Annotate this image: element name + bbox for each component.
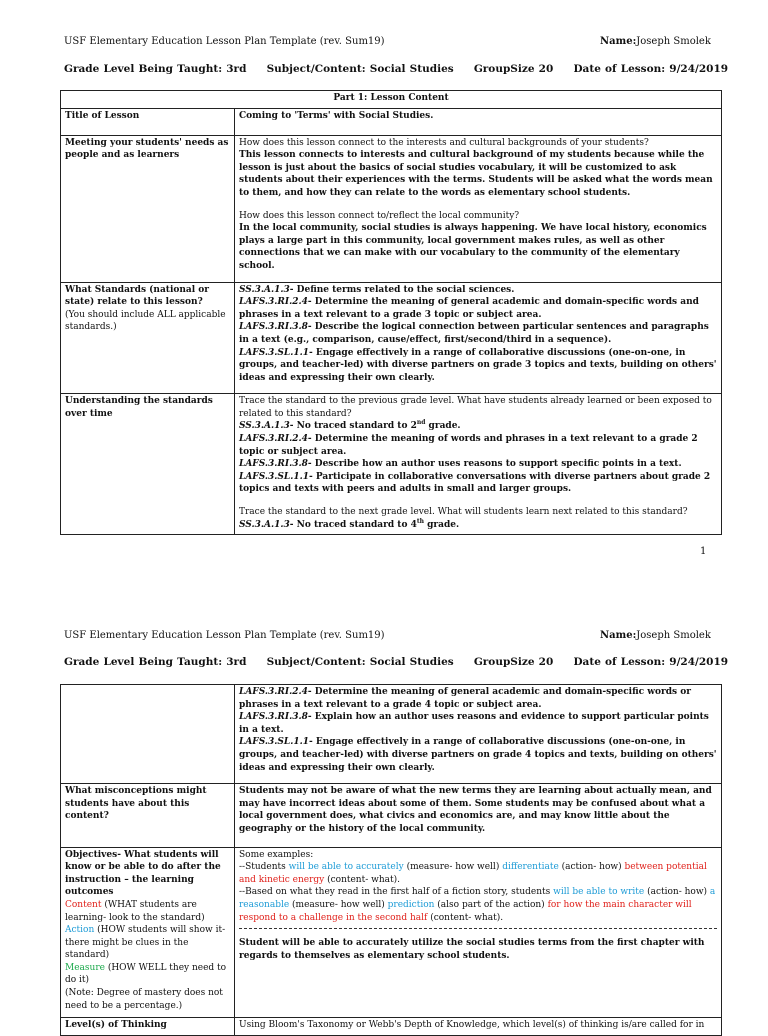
table-caption: Part 1: Lesson Content [61, 91, 722, 109]
lesson-content-table-continued [60, 684, 722, 1036]
name-label: Name: [600, 630, 637, 641]
grade-level: Grade Level Being Taught: 3rd [64, 63, 247, 75]
prev-standard: LAFS.3.SL.1.1- Participate in collaborative conversations with diverse partners about grade 2 topics and texts with peers and adults in small and larger groups. [239, 471, 711, 495]
row-label-levels: Level(s) of Thinking [61, 1018, 235, 1036]
levels-text: Using Bloom's Taxonomy or Webb's Depth of Knowledge, which level(s) of thinking is/are called for in [235, 1018, 722, 1036]
table-row [61, 282, 722, 394]
misconceptions-text: Students may not be aware of what the new terms they are learning about actually mean, and may have incorrect ideas about some of them. Some students may be confused about what a local government does, what civics and economics are, and may know little about the geography or the history of the local community. [235, 784, 722, 847]
row-label-standards [61, 282, 235, 394]
next-standard: LAFS.3.SL.1.1- Engage effectively in a range of collaborative discussions (one-on-one, in groups, and teacher-led) with diverse partners on grade 4 topics and texts, building on others' ideas and expressing their own clearly. [239, 737, 717, 773]
lesson-date: Date of Lesson: 9/24/2019 [573, 656, 729, 668]
divider [239, 928, 717, 929]
objective-content-item: Content (WHAT students are learning- look to the standard) [65, 899, 205, 923]
standard-code: LAFS.3.RI.3.8 [239, 322, 308, 333]
objective-note: (Note: Degree of mastery does not need to be a percentage.) [65, 988, 223, 1011]
example-2: --Based on what they read in the first half of a fiction story, students will be able to write (action- how) a reasonable (measure- how well) prediction (also part of the action) for how the main character will respond to a challenge in the second half (content- what). [239, 887, 716, 923]
name-value: Joseph Smolek [636, 630, 711, 641]
page-number: 1 [700, 546, 707, 557]
trace-prev-question: Trace the standard to the previous grade level. What have students already learned or been exposed to related to this standard? [239, 396, 712, 419]
standard-code: LAFS.3.RI.2.4 [239, 297, 308, 308]
objective-text: Student will be able to accurately utilize the social studies terms from the first chapter with regards to themselves as elementary school students. [239, 938, 705, 961]
row-label-needs: Meeting your students' needs as people and as learners [61, 135, 235, 282]
lesson-title: Coming to 'Terms' with Social Studies. [235, 108, 722, 135]
group-size: GroupSize 20 [473, 63, 554, 75]
row-label-objectives [61, 847, 235, 1018]
needs-question-1: How does this lesson connect to the interests and cultural backgrounds of your students? [239, 137, 649, 148]
table-caption-row [61, 91, 722, 109]
standard-item: LAFS.3.RI.3.8- Describe the logical connection between particular sentences and paragraphs in a text (e.g., comparison, cause/effect, first/second/third in a sequence). [239, 322, 709, 345]
template-title: USF Elementary Education Lesson Plan Template (rev. Sum19) [64, 630, 385, 641]
page-2 [0, 600, 768, 1031]
template-title: USF Elementary Education Lesson Plan Template (rev. Sum19) [64, 36, 385, 47]
subject-content: Subject/Content: Social Studies [266, 656, 454, 668]
trace-next-question: Trace the standard to the next grade level. What will students learn next related to this standard? [239, 507, 688, 518]
group-size: GroupSize 20 [473, 656, 554, 668]
lesson-date: Date of Lesson: 9/24/2019 [573, 63, 729, 75]
table-row [61, 135, 722, 282]
standard-item: LAFS.3.RI.2.4- Determine the meaning of general academic and domain-specific words and phrases in a text relevant to a grade 3 topic or subject area. [239, 297, 699, 320]
objective-measure-item: Measure (HOW WELL they need to do it) [65, 962, 227, 986]
prev-standard: SS.3.A.1.3- No traced standard to 2nd grade. [239, 419, 461, 432]
next-standards-cell [235, 685, 722, 784]
standard-item: LAFS.3.SL.1.1- Engage effectively in a range of collaborative discussions (one-on-one, in groups, and teacher-led) with diverse partners on grade 3 topics and texts, building on others' ideas and expressing their own clearly. [239, 347, 717, 383]
objective-action-item: Action (HOW students will show it- there might be clues in the standard) [65, 925, 226, 961]
name-label: Name: [600, 36, 637, 47]
row-label-understanding: Understanding the standards over time [61, 394, 235, 535]
standards-note: (You should include ALL applicable standards.) [65, 309, 226, 333]
row-label-title: Title of Lesson [61, 108, 235, 135]
prev-standard: LAFS.3.RI.3.8- Describe how an author uses reasons to support specific points in a text. [239, 459, 682, 470]
subject-content: Subject/Content: Social Studies [266, 63, 454, 75]
needs-question-2: How does this lesson connect to/reflect the local community? [239, 210, 520, 221]
understanding-cell [235, 394, 722, 535]
standards-cell [235, 282, 722, 394]
table-row [61, 784, 722, 847]
name-field [600, 630, 711, 641]
next-standard: LAFS.3.RI.3.8- Explain how an author uses reasons and evidence to support particular points in a text. [239, 712, 709, 735]
name-field [600, 36, 711, 47]
lesson-content-table [60, 90, 722, 535]
examples-intro: Some examples: [239, 849, 314, 860]
standard-code: LAFS.3.SL.1.1 [239, 347, 310, 358]
prev-standard: LAFS.3.RI.2.4- Determine the meaning of words and phrases in a text relevant to a grade 2 topic or subject area. [239, 434, 698, 457]
example-1: --Students will be able to accurately (measure- how well) differentiate (action- how) between potential and kinetic energy (content- what). [239, 862, 707, 885]
table-row [61, 847, 722, 1018]
objectives-label: Objectives- What students will know or be able to do after the instruction – the learning outcomes [65, 849, 221, 898]
lesson-info-bar [64, 63, 744, 75]
row-label-misconceptions: What misconceptions might students have about this content? [61, 784, 235, 847]
objectives-cell [235, 847, 722, 1018]
needs-cell [235, 135, 722, 282]
needs-answer-1: This lesson connects to interests and cultural background of my students because while the lesson is just about the basics of social studies vocabulary, it will be customized to ask students about their experiences with the terms. Students will be asked what the words mean to them, and how they can relate to the words as elementary school students. [239, 150, 713, 198]
lesson-info-bar [64, 656, 744, 668]
needs-answer-2: In the local community, social studies is always happening. We have local history, economics plays a large part in this community, local government makes rules, as well as other connections that we can make with our vocabulary to the community of the elementary school. [239, 223, 707, 271]
standard-item: SS.3.A.1.3- Define terms related to the social sciences. [239, 284, 515, 295]
standards-label: What Standards (national or state) relate to this lesson? [65, 284, 210, 308]
next-standard: SS.3.A.1.3- No traced standard to 4th grade. [239, 517, 460, 530]
empty-label-cell [61, 685, 235, 784]
table-row [61, 108, 722, 135]
table-row [61, 394, 722, 535]
standard-code: SS.3.A.1.3 [239, 284, 290, 295]
name-value: Joseph Smolek [636, 36, 711, 47]
table-row [61, 685, 722, 784]
table-row [61, 1018, 722, 1036]
grade-level: Grade Level Being Taught: 3rd [64, 656, 247, 668]
next-standard: LAFS.3.RI.2.4- Determine the meaning of general academic and domain-specific words or phrases in a text relevant to a grade 4 topic or subject area. [239, 687, 691, 710]
